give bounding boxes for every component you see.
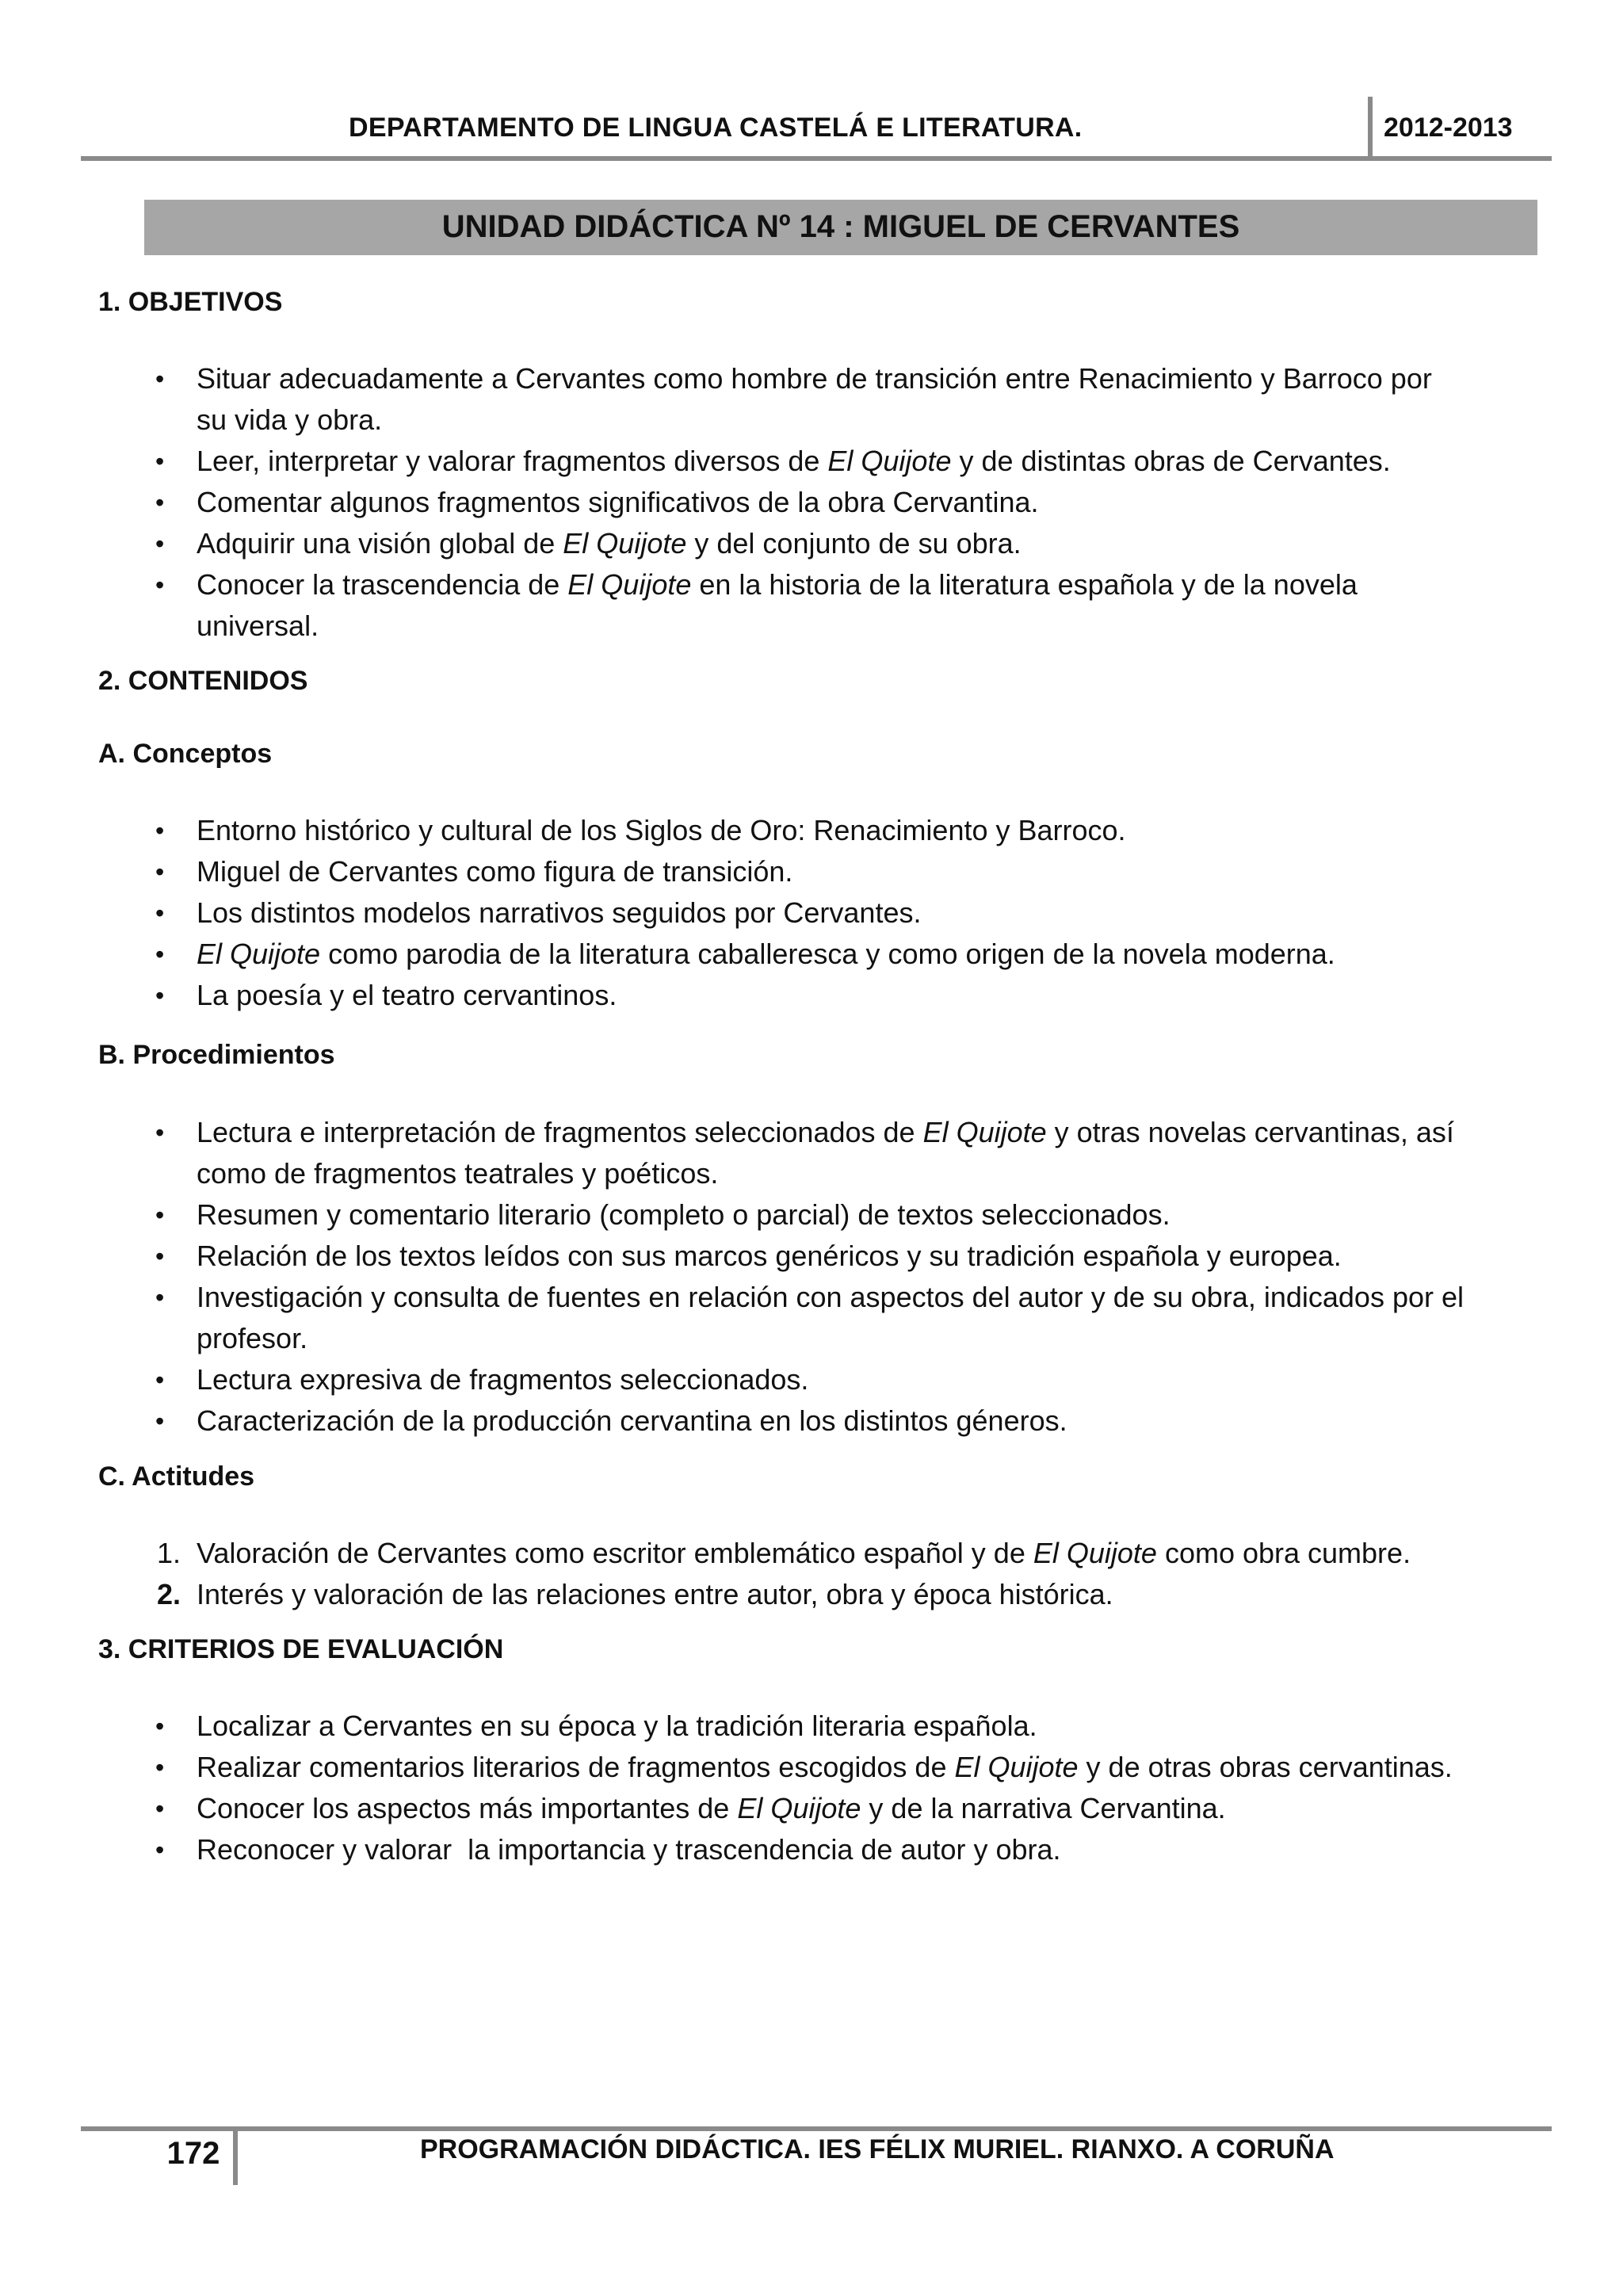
item-text: y de otras obras cervantinas.	[1078, 1751, 1453, 1783]
conceptos-list	[155, 810, 1544, 1016]
item-text: y otras novelas cervantinas, así	[1046, 1116, 1454, 1148]
item-text: en la historia de la literatura española y de la novela	[691, 568, 1358, 601]
subsection-heading-actitudes: C. Actitudes	[98, 1461, 255, 1492]
bullet-icon: •	[155, 571, 165, 599]
list-item	[155, 564, 1544, 647]
footer-divider	[233, 2126, 238, 2185]
bullet-icon: •	[155, 1753, 165, 1782]
item-text: y del conjunto de su obra.	[686, 527, 1022, 560]
item-text-continued: su vida y obra.	[197, 403, 383, 436]
list-item	[155, 1747, 1560, 1788]
bullet-icon: •	[155, 1836, 165, 1864]
list-item	[155, 1706, 1560, 1747]
bullet-icon: •	[155, 529, 165, 558]
subsection-heading-procedimientos: B. Procedimientos	[98, 1040, 335, 1070]
item-text: Reconocer y valorar la importancia y trascendencia de autor y obra.	[197, 1833, 1061, 1866]
item-text-continued: como de fragmentos teatrales y poéticos.	[197, 1157, 719, 1190]
bullet-icon: •	[155, 1242, 165, 1270]
bullet-icon: •	[155, 1366, 165, 1394]
bullet-icon: •	[155, 1407, 165, 1435]
header-year: 2012-2013	[1384, 113, 1513, 143]
list-item	[155, 1788, 1560, 1829]
item-number: 2.	[157, 1578, 181, 1610]
item-text-continued: universal.	[197, 609, 319, 642]
list-item	[155, 1194, 1560, 1236]
header-divider	[1368, 97, 1373, 157]
list-item	[157, 1533, 1544, 1574]
item-text: Lectura expresiva de fragmentos seleccionados.	[197, 1363, 809, 1396]
item-text: Conocer los aspectos más importantes de	[197, 1792, 738, 1824]
item-text: Los distintos modelos narrativos seguidos por Cervantes.	[197, 896, 922, 929]
list-item	[155, 975, 1544, 1016]
item-text: Conocer la trascendencia de	[197, 568, 568, 601]
item-text: Resumen y comentario literario (completo o parcial) de textos seleccionados.	[197, 1198, 1170, 1231]
item-text: Relación de los textos leídos con sus marcos genéricos y su tradición española y europea.	[197, 1240, 1342, 1272]
objetivos-list	[155, 358, 1544, 647]
item-text: Investigación y consulta de fuentes en relación con aspectos del autor y de su obra, indicados por el	[197, 1281, 1464, 1313]
list-item	[155, 851, 1544, 892]
list-item	[155, 934, 1544, 975]
work-title: El Quijote	[197, 938, 321, 970]
item-text: La poesía y el teatro cervantinos.	[197, 979, 617, 1011]
list-item	[155, 523, 1544, 564]
bullet-icon: •	[155, 1794, 165, 1823]
header-rule	[81, 156, 1552, 161]
item-text: como parodia de la literatura caballeresca y como origen de la novela moderna.	[320, 938, 1335, 970]
bullet-icon: •	[155, 816, 165, 845]
bullet-icon: •	[155, 899, 165, 927]
work-title: El Quijote	[827, 445, 952, 477]
procedimientos-list	[155, 1112, 1560, 1442]
work-title: El Quijote	[563, 527, 687, 560]
bullet-icon: •	[155, 858, 165, 886]
criterios-list	[155, 1706, 1560, 1870]
item-text: Realizar comentarios literarios de fragmentos escogidos de	[197, 1751, 955, 1783]
list-item	[157, 1574, 1544, 1615]
item-text: Lectura e interpretación de fragmentos seleccionados de	[197, 1116, 923, 1148]
item-text: Miguel de Cervantes como figura de transición.	[197, 855, 793, 888]
item-text: Leer, interpretar y valorar fragmentos diversos de	[197, 445, 828, 477]
item-text: Caracterización de la producción cervantina en los distintos géneros.	[197, 1404, 1067, 1437]
item-text-continued: profesor.	[197, 1322, 308, 1354]
work-title: El Quijote	[567, 568, 692, 601]
subsection-heading-conceptos: A. Conceptos	[98, 739, 273, 769]
list-item	[155, 1112, 1560, 1194]
item-text: Localizar a Cervantes en su época y la tradición literaria española.	[197, 1710, 1037, 1742]
list-item	[155, 441, 1544, 482]
work-title: El Quijote	[737, 1792, 861, 1824]
bullet-icon: •	[155, 981, 165, 1010]
footer-text: PROGRAMACIÓN DIDÁCTICA. IES FÉLIX MURIEL. RIANXO. A CORUÑA	[420, 2134, 1335, 2164]
header-department: DEPARTAMENTO DE LINGUA CASTELÁ E LITERATURA.	[349, 113, 1083, 143]
bullet-icon: •	[155, 940, 165, 968]
work-title: El Quijote	[1033, 1537, 1157, 1569]
list-item	[155, 482, 1544, 523]
work-title: El Quijote	[954, 1751, 1079, 1783]
item-text: Valoración de Cervantes como escritor emblemático español y de	[197, 1537, 1033, 1569]
section-heading-contenidos: 2. CONTENIDOS	[98, 666, 308, 696]
section-heading-criterios: 3. CRITERIOS DE EVALUACIÓN	[98, 1634, 504, 1664]
bullet-icon: •	[155, 1283, 165, 1312]
list-item	[155, 1277, 1560, 1359]
list-item	[155, 1236, 1560, 1277]
bullet-icon: •	[155, 365, 165, 393]
item-text: Entorno histórico y cultural de los Siglos de Oro: Renacimiento y Barroco.	[197, 814, 1126, 846]
item-text: como obra cumbre.	[1156, 1537, 1411, 1569]
bullet-icon: •	[155, 1712, 165, 1740]
section-heading-objetivos: 1. OBJETIVOS	[98, 287, 283, 317]
work-title: El Quijote	[922, 1116, 1047, 1148]
bullet-icon: •	[155, 1118, 165, 1147]
item-text: Comentar algunos fragmentos significativos de la obra Cervantina.	[197, 486, 1039, 518]
bullet-icon: •	[155, 447, 165, 476]
list-item	[155, 1400, 1560, 1442]
item-text: y de la narrativa Cervantina.	[861, 1792, 1226, 1824]
list-item	[155, 892, 1544, 934]
actitudes-list	[157, 1533, 1544, 1615]
bullet-icon: •	[155, 1201, 165, 1229]
list-item	[155, 1829, 1560, 1870]
item-text: Adquirir una visión global de	[197, 527, 563, 560]
item-text: Situar adecuadamente a Cervantes como hombre de transición entre Renacimiento y Barroco por	[197, 362, 1432, 395]
item-number: 1.	[157, 1537, 181, 1569]
list-item	[155, 810, 1544, 851]
bullet-icon: •	[155, 488, 165, 517]
item-text: y de distintas obras de Cervantes.	[951, 445, 1391, 477]
list-item	[155, 358, 1544, 441]
list-item	[155, 1359, 1560, 1400]
footer-rule	[81, 2126, 1552, 2131]
page-number: 172	[166, 2136, 220, 2171]
item-text: Interés y valoración de las relaciones entre autor, obra y época histórica.	[197, 1578, 1113, 1610]
page-title: UNIDAD DIDÁCTICA Nº 14 : MIGUEL DE CERVANTES	[441, 209, 1240, 244]
